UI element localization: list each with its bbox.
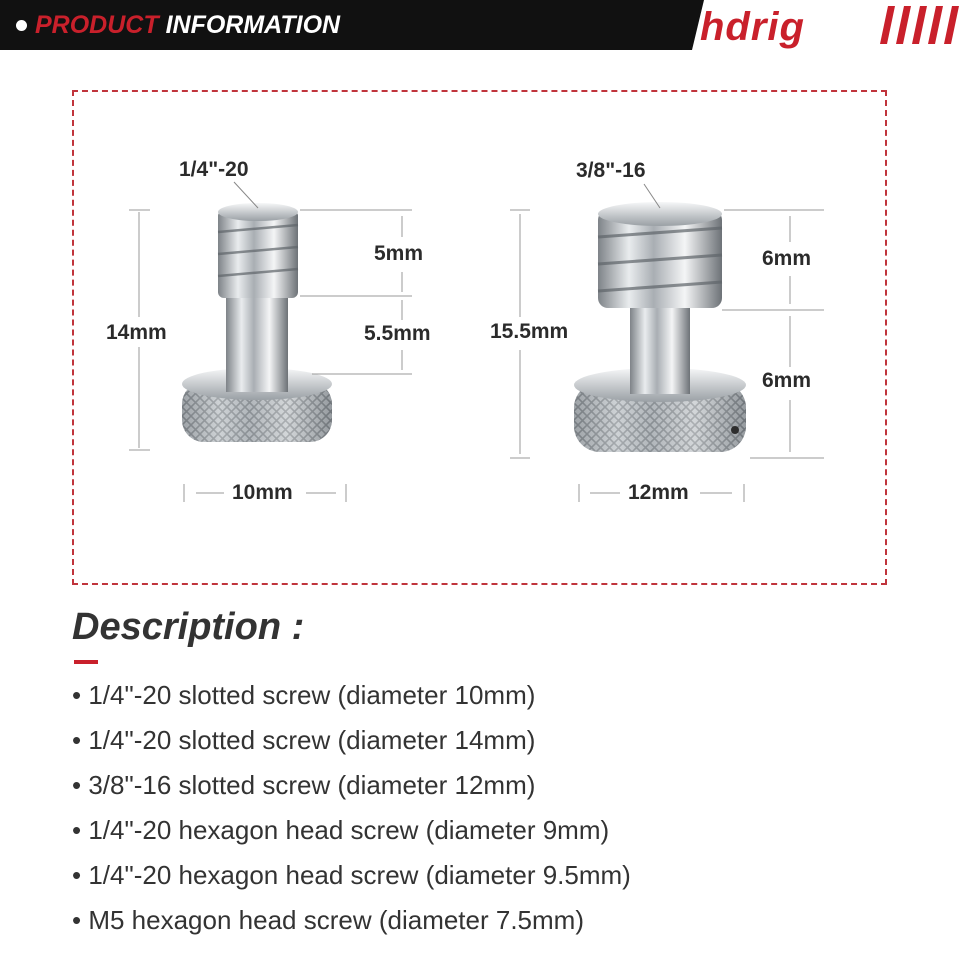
left-shank-length-label: 5.5mm [364, 322, 431, 345]
left-height-label: 14mm [106, 321, 167, 344]
left-thread-label: 1/4"-20 [179, 158, 249, 181]
left-screw-illustration [182, 182, 332, 442]
right-shank-length-label: 6mm [762, 369, 812, 392]
list-item: • 1/4"-20 slotted screw (diameter 10mm) [72, 680, 536, 710]
right-height-label: 15.5mm [490, 320, 569, 343]
title-word-product: PRODUCT [35, 11, 159, 39]
logo-stripes-icon [880, 6, 959, 44]
right-thread-label: 3/8"-16 [576, 159, 646, 182]
title-word-information: INFORMATION [165, 11, 341, 39]
brand-logo [692, 0, 960, 50]
left-diameter-label: 10mm [232, 481, 293, 504]
list-item: • 1/4"-20 hexagon head screw (diameter 9.5mm) [72, 860, 631, 890]
logo-text: hdrig [700, 5, 805, 49]
left-thread-length-label: 5mm [374, 242, 424, 265]
right-thread-length-label: 6mm [762, 247, 812, 270]
header-bar [0, 0, 960, 50]
right-screw-illustration [574, 184, 746, 452]
list-item: • 1/4"-20 slotted screw (diameter 14mm) [72, 725, 536, 755]
heading-underline [74, 660, 98, 664]
bullet-dot-icon [16, 20, 27, 31]
right-diameter-label: 12mm [628, 481, 689, 504]
list-item: • M5 hexagon head screw (diameter 7.5mm) [72, 905, 584, 935]
product-image-frame [72, 90, 887, 585]
description-heading: Description : [72, 606, 305, 648]
section-title [35, 11, 340, 40]
list-item: • 1/4"-20 hexagon head screw (diameter 9mm) [72, 815, 610, 845]
list-item: • 3/8"-16 slotted screw (diameter 12mm) [72, 770, 536, 800]
description-list [72, 676, 631, 946]
